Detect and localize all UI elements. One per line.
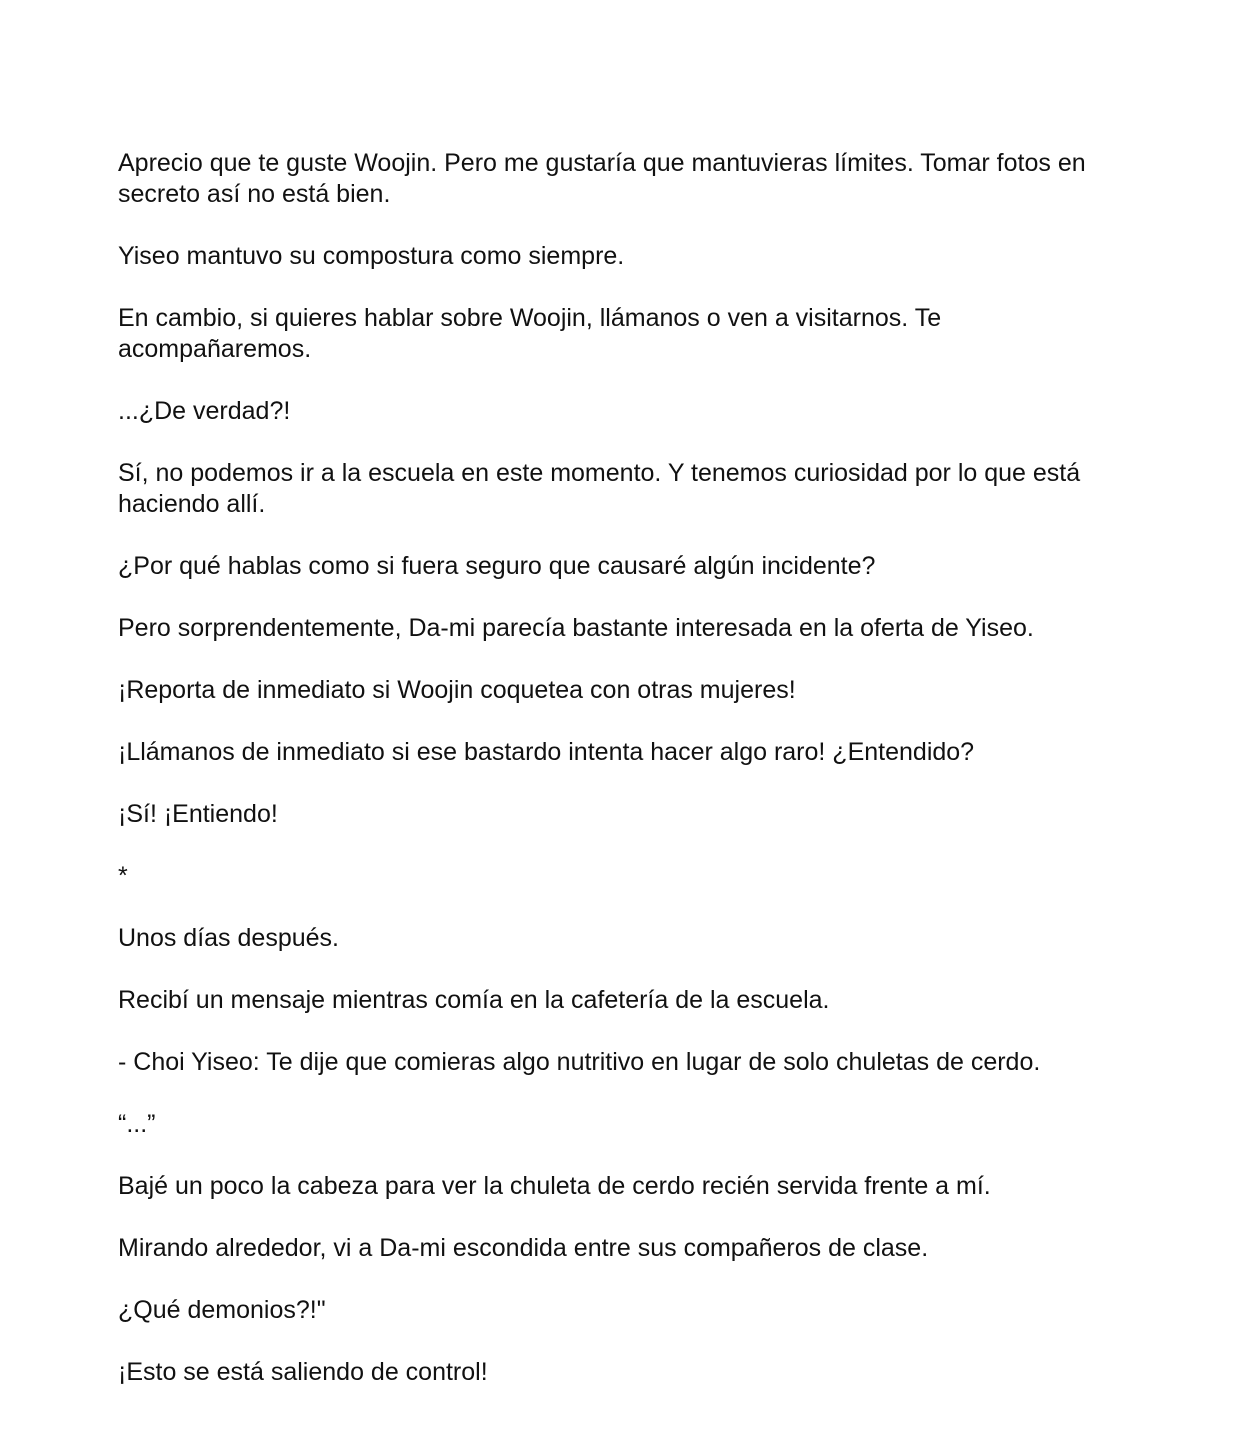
- paragraph: ¡Esto se está saliendo de control!: [118, 1358, 488, 1386]
- paragraph: Bajé un poco la cabeza para ver la chuleta de cerdo recién servida frente a mí.: [118, 1172, 991, 1200]
- paragraph: Sí, no podemos ir a la escuela en este momento. Y tenemos curiosidad por lo que está haciendo allí.: [118, 459, 1081, 518]
- paragraph: Unos días después.: [118, 924, 339, 952]
- section-separator: *: [118, 862, 128, 890]
- document-body: [118, 148, 1128, 1419]
- paragraph: Recibí un mensaje mientras comía en la cafetería de la escuela.: [118, 986, 830, 1014]
- paragraph: Pero sorprendentemente, Da-mi parecía bastante interesada en la oferta de Yiseo.: [118, 614, 1034, 642]
- paragraph: Aprecio que te guste Woojin. Pero me gustaría que mantuvieras límites. Tomar fotos en secreto así no está bien.: [118, 149, 1086, 208]
- paragraph: ¡Reporta de inmediato si Woojin coquetea con otras mujeres!: [118, 676, 796, 704]
- paragraph: Yiseo mantuvo su compostura como siempre.: [118, 242, 625, 270]
- paragraph: ...¿De verdad?!: [118, 397, 291, 425]
- paragraph: ¿Qué demonios?!": [118, 1296, 326, 1324]
- paragraph: ¡Llámanos de inmediato si ese bastardo intenta hacer algo raro! ¿Entendido?: [118, 738, 975, 766]
- paragraph: ¡Sí! ¡Entiendo!: [118, 800, 278, 828]
- paragraph: Mirando alrededor, vi a Da-mi escondida entre sus compañeros de clase.: [118, 1234, 929, 1262]
- paragraph: - Choi Yiseo: Te dije que comieras algo nutritivo en lugar de solo chuletas de cerdo.: [118, 1048, 1041, 1076]
- paragraph: En cambio, si quieres hablar sobre Woojin, llámanos o ven a visitarnos. Te acompañaremos.: [118, 304, 942, 363]
- paragraph: “...”: [118, 1110, 156, 1138]
- paragraph: ¿Por qué hablas como si fuera seguro que causaré algún incidente?: [118, 552, 876, 580]
